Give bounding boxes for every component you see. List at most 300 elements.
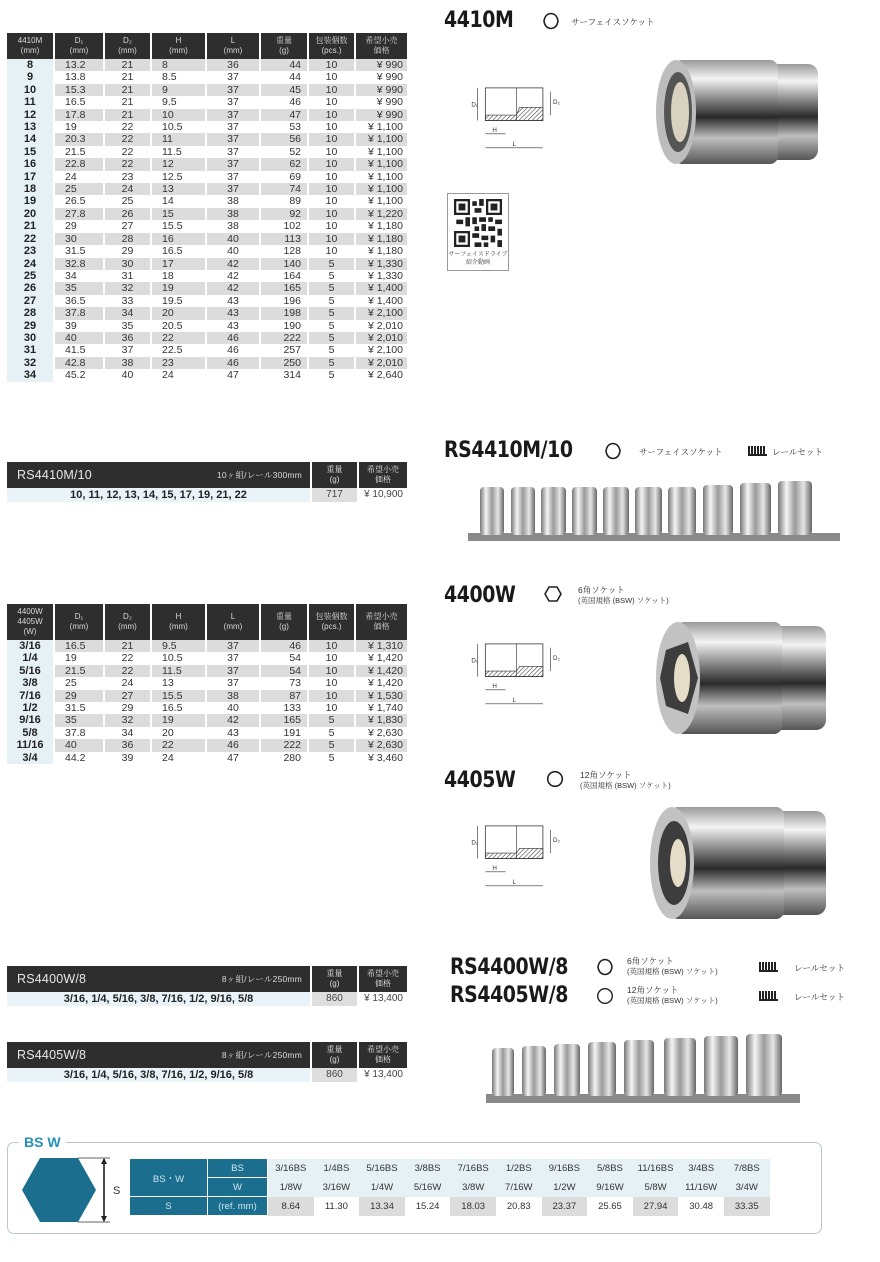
- table-cell: 140: [261, 258, 309, 270]
- table-cell: ¥ 1,310: [356, 640, 407, 652]
- table-cell: 22.5: [152, 344, 207, 356]
- table-cell: ¥ 1,400: [356, 295, 407, 307]
- table-cell: 34: [105, 727, 152, 739]
- table-cell: 133: [261, 702, 309, 714]
- table-row: [7, 332, 407, 344]
- column-header: D₂ (mm): [105, 33, 152, 59]
- table-cell: 22: [152, 332, 207, 344]
- table-cell: 5: [309, 727, 356, 739]
- table-cell: 43: [207, 727, 261, 739]
- bsw-w-cell: 1/2W: [542, 1178, 588, 1197]
- table-cell: 13: [152, 677, 207, 689]
- table-row: [7, 714, 407, 726]
- table-cell: 31.5: [55, 245, 105, 257]
- table-cell: 37: [207, 677, 261, 689]
- product-desc: 12角ソケット (英国規格 (BSW) ソケット): [627, 985, 718, 1005]
- table-cell: ¥ 1,420: [356, 677, 407, 689]
- table-cell: 40: [105, 369, 152, 381]
- table-cell: 222: [261, 332, 309, 344]
- table-cell: 46: [207, 344, 261, 356]
- table-cell: 16.5: [55, 640, 105, 652]
- table-cell: 12.5: [152, 171, 207, 183]
- socket-photo-4410M: [652, 58, 822, 168]
- table-cell: 35: [55, 714, 105, 726]
- table-cell: 9.5: [152, 640, 207, 652]
- table-cell: 10: [309, 702, 356, 714]
- table-cell: 5: [309, 357, 356, 369]
- table-cell: 25: [55, 677, 105, 689]
- table-cell: 15.3: [55, 84, 105, 96]
- hexagon-6pt-icon: [544, 585, 562, 603]
- rail-set-photo-RS4410M: [460, 475, 850, 545]
- svg-text:D₁: D₁: [471, 657, 478, 665]
- product-title-4405W: 4405W: [444, 768, 516, 793]
- column-header: H (mm): [152, 33, 207, 59]
- rail-set-icon: [759, 991, 778, 1001]
- table-cell: 37.8: [55, 727, 105, 739]
- table-cell: 32: [105, 282, 152, 294]
- table-cell: 37: [207, 84, 261, 96]
- table-cell: 24: [55, 171, 105, 183]
- table-cell: 32.8: [55, 258, 105, 270]
- table-cell: 21.5: [55, 146, 105, 158]
- qr-code-icon: [454, 199, 502, 247]
- table-cell: ¥ 2,010: [356, 332, 407, 344]
- table-cell: 10: [309, 171, 356, 183]
- table-cell: 19: [152, 714, 207, 726]
- bsw-bs-cell: 11/16BS: [633, 1159, 679, 1178]
- table-cell: 33: [105, 295, 152, 307]
- table-cell: 36: [207, 59, 261, 71]
- table-cell: 113: [261, 233, 309, 245]
- table-cell: ¥ 1,180: [356, 245, 407, 257]
- bsw-s-cell: 27.94: [633, 1197, 679, 1216]
- table-cell: 22: [152, 739, 207, 751]
- table-cell: 10: [309, 96, 356, 108]
- s-row-label: S: [130, 1197, 208, 1216]
- size-cell: 5/8: [7, 727, 55, 739]
- table-cell: ¥ 1,220: [356, 208, 407, 220]
- table-row: [7, 690, 407, 702]
- table-cell: 40: [207, 245, 261, 257]
- weight-header: 重量 (g): [312, 966, 359, 992]
- column-header: 希望小売 価格: [356, 33, 407, 59]
- table-cell: 42: [207, 270, 261, 282]
- size-cell: 9: [7, 71, 55, 83]
- table-cell: 18: [152, 270, 207, 282]
- bsw-w-cell: 1/8W: [268, 1178, 314, 1197]
- qr-caption: サーフェイスドライブ 紹介動画: [448, 252, 508, 266]
- set-weight: 717: [312, 488, 359, 502]
- table-cell: 5: [309, 739, 356, 751]
- bsw-bs-cell: 3/4BS: [678, 1159, 724, 1178]
- table-cell: 5: [309, 258, 356, 270]
- size-cell: 29: [7, 320, 55, 332]
- table-cell: 21.5: [55, 665, 105, 677]
- table-cell: 37.8: [55, 307, 105, 319]
- bsw-s-cell: 23.37: [542, 1197, 588, 1216]
- rail-set-photo-RS4400W: [480, 1030, 810, 1110]
- table-row: [7, 84, 407, 96]
- table-cell: 27: [105, 220, 152, 232]
- set-price: ¥ 13,400: [359, 992, 407, 1006]
- table-cell: 26.5: [55, 195, 105, 207]
- table-cell: ¥ 1,330: [356, 270, 407, 282]
- table-cell: ¥ 1,740: [356, 702, 407, 714]
- size-cell: 27: [7, 295, 55, 307]
- table-cell: 280: [261, 752, 309, 764]
- bsw-row-header: BS・W: [130, 1159, 208, 1197]
- table-cell: 19: [152, 282, 207, 294]
- table-cell: 16.5: [55, 96, 105, 108]
- product-title-RS4410M: RS4410M/10: [444, 438, 573, 463]
- table-cell: 36.5: [55, 295, 105, 307]
- table-cell: ¥ 1,180: [356, 220, 407, 232]
- set-sizes: 3/16, 1/4, 5/16, 3/8, 7/16, 1/2, 9/16, 5/8: [7, 992, 312, 1006]
- table-cell: 222: [261, 739, 309, 751]
- bsw-size-table: [130, 1159, 770, 1216]
- weight-header: 重量 (g): [312, 1042, 359, 1068]
- bsw-w-cell: 11/16W: [678, 1178, 724, 1197]
- size-cell: 11: [7, 96, 55, 108]
- svg-text:D₂: D₂: [553, 837, 560, 845]
- table-row: [7, 195, 407, 207]
- table-cell: ¥ 1,330: [356, 258, 407, 270]
- table-cell: ¥ 2,630: [356, 727, 407, 739]
- table-cell: 5: [309, 295, 356, 307]
- rail-set-label: レールセット: [794, 992, 845, 1002]
- table-cell: 23: [152, 357, 207, 369]
- table-cell: 16.5: [152, 702, 207, 714]
- column-header: L (mm): [207, 33, 261, 59]
- table-cell: 34: [105, 307, 152, 319]
- table-cell: 10: [309, 690, 356, 702]
- product-desc: サーフェイスソケット: [639, 447, 723, 457]
- rail-set-icon: [748, 446, 767, 456]
- rail-set-icon: [759, 962, 778, 972]
- table-cell: ¥ 990: [356, 84, 407, 96]
- size-cell: 25: [7, 270, 55, 282]
- surface-hex-icon: [542, 12, 560, 30]
- table-row: [7, 739, 407, 751]
- w-label: W: [208, 1178, 268, 1197]
- table-row: [7, 369, 407, 381]
- table-cell: 37: [207, 109, 261, 121]
- table-cell: 10: [309, 245, 356, 257]
- table-cell: 10: [309, 59, 356, 71]
- table-row: [7, 71, 407, 83]
- table-cell: 19.5: [152, 295, 207, 307]
- weight-header: 重量 (g): [312, 462, 359, 488]
- svg-text:H: H: [492, 127, 497, 135]
- bsw-bs-cell: 9/16BS: [542, 1159, 588, 1178]
- table-row: [7, 282, 407, 294]
- column-header: L (mm): [207, 604, 261, 640]
- set-sizes: 3/16, 1/4, 5/16, 3/8, 7/16, 1/2, 9/16, 5/8: [7, 1068, 312, 1082]
- table-cell: 196: [261, 295, 309, 307]
- size-cell: 15: [7, 146, 55, 158]
- table-row: [7, 270, 407, 282]
- column-header: 包装個数 (pcs.): [309, 604, 356, 640]
- table-cell: 54: [261, 665, 309, 677]
- bsw-bs-cell: 5/16BS: [359, 1159, 405, 1178]
- table-cell: 47: [207, 369, 261, 381]
- table-cell: 198: [261, 307, 309, 319]
- table-cell: 89: [261, 195, 309, 207]
- table-cell: 24: [152, 752, 207, 764]
- table-cell: 40: [55, 332, 105, 344]
- column-header: 4410M (mm): [7, 33, 55, 59]
- table-row: [7, 208, 407, 220]
- table-cell: ¥ 990: [356, 59, 407, 71]
- spec-table-4410M: [7, 33, 407, 382]
- table-cell: 5: [309, 714, 356, 726]
- bsw-s-cell: 11.30: [314, 1197, 360, 1216]
- table-row: [7, 59, 407, 71]
- table-cell: 22.8: [55, 158, 105, 170]
- bsw-s-cell: 8.64: [268, 1197, 314, 1216]
- column-header: D₁ (mm): [55, 33, 105, 59]
- table-cell: ¥ 3,460: [356, 752, 407, 764]
- table-cell: 73: [261, 677, 309, 689]
- table-row: [7, 727, 407, 739]
- table-cell: 15: [152, 208, 207, 220]
- hexagon-6pt-icon: [596, 958, 614, 976]
- size-cell: 7/16: [7, 690, 55, 702]
- column-header: 希望小売 価格: [356, 604, 407, 640]
- table-cell: 10: [309, 652, 356, 664]
- table-cell: 42: [207, 282, 261, 294]
- table-cell: 47: [207, 752, 261, 764]
- table-cell: 14: [152, 195, 207, 207]
- product-desc: 12角ソケット (英国規格 (BSW) ソケット): [580, 770, 671, 790]
- table-cell: 21: [105, 71, 152, 83]
- size-cell: 9/16: [7, 714, 55, 726]
- table-cell: 10: [309, 121, 356, 133]
- s-unit-label: (ref. mm): [208, 1197, 268, 1216]
- table-cell: ¥ 1,100: [356, 183, 407, 195]
- table-cell: 10: [309, 146, 356, 158]
- table-cell: 46: [261, 96, 309, 108]
- table-cell: 29: [55, 220, 105, 232]
- table-row: [7, 320, 407, 332]
- table-cell: 22: [105, 652, 152, 664]
- size-cell: 19: [7, 195, 55, 207]
- table-cell: 47: [261, 109, 309, 121]
- table-cell: 54: [261, 652, 309, 664]
- table-row: [7, 665, 407, 677]
- table-cell: 15.5: [152, 690, 207, 702]
- table-cell: 37: [207, 158, 261, 170]
- table-cell: 13.8: [55, 71, 105, 83]
- bsw-bs-cell: 1/4BS: [314, 1159, 360, 1178]
- table-row: [7, 640, 407, 652]
- table-cell: 44: [261, 71, 309, 83]
- size-cell: 21: [7, 220, 55, 232]
- column-header: 重量 (g): [261, 33, 309, 59]
- table-cell: ¥ 2,010: [356, 357, 407, 369]
- table-cell: 32: [105, 714, 152, 726]
- table-cell: 10: [309, 208, 356, 220]
- table-row: [7, 652, 407, 664]
- column-header: D₁ (mm): [55, 604, 105, 640]
- table-row: [7, 245, 407, 257]
- table-cell: 46: [261, 640, 309, 652]
- table-cell: 165: [261, 282, 309, 294]
- set-table-RS4405W: [7, 1042, 407, 1082]
- table-cell: 102: [261, 220, 309, 232]
- bsw-w-cell: 7/16W: [496, 1178, 542, 1197]
- 12pt-icon: [596, 987, 614, 1005]
- size-cell: 3/8: [7, 677, 55, 689]
- bsw-bs-cell: 7/8BS: [724, 1159, 770, 1178]
- table-cell: 37: [207, 183, 261, 195]
- table-cell: 46: [207, 357, 261, 369]
- table-cell: 10: [152, 109, 207, 121]
- table-cell: 37: [207, 71, 261, 83]
- product-title-RS4400W: RS4400W/8: [450, 955, 568, 980]
- svg-text:D₁: D₁: [471, 101, 478, 109]
- table-cell: 87: [261, 690, 309, 702]
- size-cell: 28: [7, 307, 55, 319]
- bsw-s-cell: 18.03: [450, 1197, 496, 1216]
- table-cell: 15.5: [152, 220, 207, 232]
- table-cell: 52: [261, 146, 309, 158]
- table-cell: 22: [105, 121, 152, 133]
- size-cell: 11/16: [7, 739, 55, 751]
- table-cell: 10: [309, 677, 356, 689]
- table-cell: 128: [261, 245, 309, 257]
- size-cell: 8: [7, 59, 55, 71]
- table-cell: 25: [105, 195, 152, 207]
- size-cell: 1/4: [7, 652, 55, 664]
- table-cell: 10.5: [152, 121, 207, 133]
- table-cell: 11: [152, 133, 207, 145]
- table-cell: ¥ 1,420: [356, 652, 407, 664]
- table-row: [7, 96, 407, 108]
- table-cell: 43: [207, 295, 261, 307]
- table-row: [7, 295, 407, 307]
- table-cell: 38: [207, 195, 261, 207]
- size-cell: 5/16: [7, 665, 55, 677]
- set-price: ¥ 10,900: [359, 488, 407, 502]
- svg-text:L: L: [512, 697, 517, 705]
- table-cell: 38: [207, 220, 261, 232]
- bsw-w-cell: 3/16W: [314, 1178, 360, 1197]
- svg-text:S: S: [113, 1185, 121, 1197]
- 12pt-icon: [546, 770, 564, 788]
- socket-photo-4400W: [652, 620, 832, 738]
- table-cell: 21: [105, 84, 152, 96]
- bs-label: BS: [208, 1159, 268, 1178]
- size-cell: 26: [7, 282, 55, 294]
- bsw-s-cell: 33.35: [724, 1197, 770, 1216]
- table-cell: 74: [261, 183, 309, 195]
- table-cell: 21: [105, 59, 152, 71]
- table-row: [7, 307, 407, 319]
- table-cell: ¥ 1,830: [356, 714, 407, 726]
- table-row: [7, 220, 407, 232]
- table-cell: 42.8: [55, 357, 105, 369]
- table-cell: 37: [207, 146, 261, 158]
- table-row: [7, 258, 407, 270]
- set-price: ¥ 13,400: [359, 1068, 407, 1082]
- table-cell: 20: [152, 727, 207, 739]
- table-cell: 25: [55, 183, 105, 195]
- table-cell: 46: [207, 739, 261, 751]
- table-cell: ¥ 2,100: [356, 307, 407, 319]
- table-cell: 24: [105, 183, 152, 195]
- size-cell: 23: [7, 245, 55, 257]
- table-cell: 10: [309, 665, 356, 677]
- size-cell: 1/2: [7, 702, 55, 714]
- table-cell: 36: [105, 739, 152, 751]
- table-row: [7, 171, 407, 183]
- table-cell: 37: [105, 344, 152, 356]
- table-cell: ¥ 1,180: [356, 233, 407, 245]
- svg-text:H: H: [492, 865, 497, 873]
- price-header: 希望小売 価格: [359, 1042, 407, 1068]
- table-cell: 45.2: [55, 369, 105, 381]
- size-cell: 31: [7, 344, 55, 356]
- table-cell: 41.5: [55, 344, 105, 356]
- bsw-s-cell: 20.83: [496, 1197, 542, 1216]
- table-cell: 10: [309, 84, 356, 96]
- column-header: H (mm): [152, 604, 207, 640]
- rail-set-label: レールセット: [794, 963, 845, 973]
- table-cell: ¥ 1,400: [356, 282, 407, 294]
- table-cell: 22: [105, 133, 152, 145]
- set-weight: 860: [312, 992, 359, 1006]
- table-cell: 10: [309, 233, 356, 245]
- table-cell: 24: [105, 677, 152, 689]
- table-cell: 190: [261, 320, 309, 332]
- table-cell: 92: [261, 208, 309, 220]
- table-row: [7, 357, 407, 369]
- surface-hex-icon: [604, 442, 622, 460]
- table-cell: 5: [309, 320, 356, 332]
- table-cell: 165: [261, 714, 309, 726]
- table-cell: 38: [207, 690, 261, 702]
- table-cell: ¥ 1,100: [356, 158, 407, 170]
- svg-text:L: L: [512, 141, 517, 149]
- table-row: [7, 702, 407, 714]
- table-cell: 10: [309, 71, 356, 83]
- table-cell: 30: [105, 258, 152, 270]
- table-row: [7, 158, 407, 170]
- table-cell: 43: [207, 320, 261, 332]
- table-cell: 5: [309, 332, 356, 344]
- table-cell: 164: [261, 270, 309, 282]
- svg-text:L: L: [512, 879, 517, 887]
- set-table-RS4410M: [7, 462, 407, 502]
- bsw-w-cell: 5/8W: [633, 1178, 679, 1197]
- size-cell: 30: [7, 332, 55, 344]
- bsw-s-cell: 15.24: [405, 1197, 451, 1216]
- table-cell: ¥ 2,100: [356, 344, 407, 356]
- table-cell: ¥ 1,530: [356, 690, 407, 702]
- table-cell: 62: [261, 158, 309, 170]
- qr-code[interactable]: [447, 193, 509, 271]
- size-cell: 20: [7, 208, 55, 220]
- table-cell: 16: [152, 233, 207, 245]
- table-cell: ¥ 1,100: [356, 133, 407, 145]
- table-cell: 8.5: [152, 71, 207, 83]
- product-desc: 6角ソケット (英国規格 (BSW) ソケット): [578, 585, 669, 605]
- table-cell: 46: [207, 332, 261, 344]
- table-cell: 26: [105, 208, 152, 220]
- bsw-bs-cell: 7/16BS: [450, 1159, 496, 1178]
